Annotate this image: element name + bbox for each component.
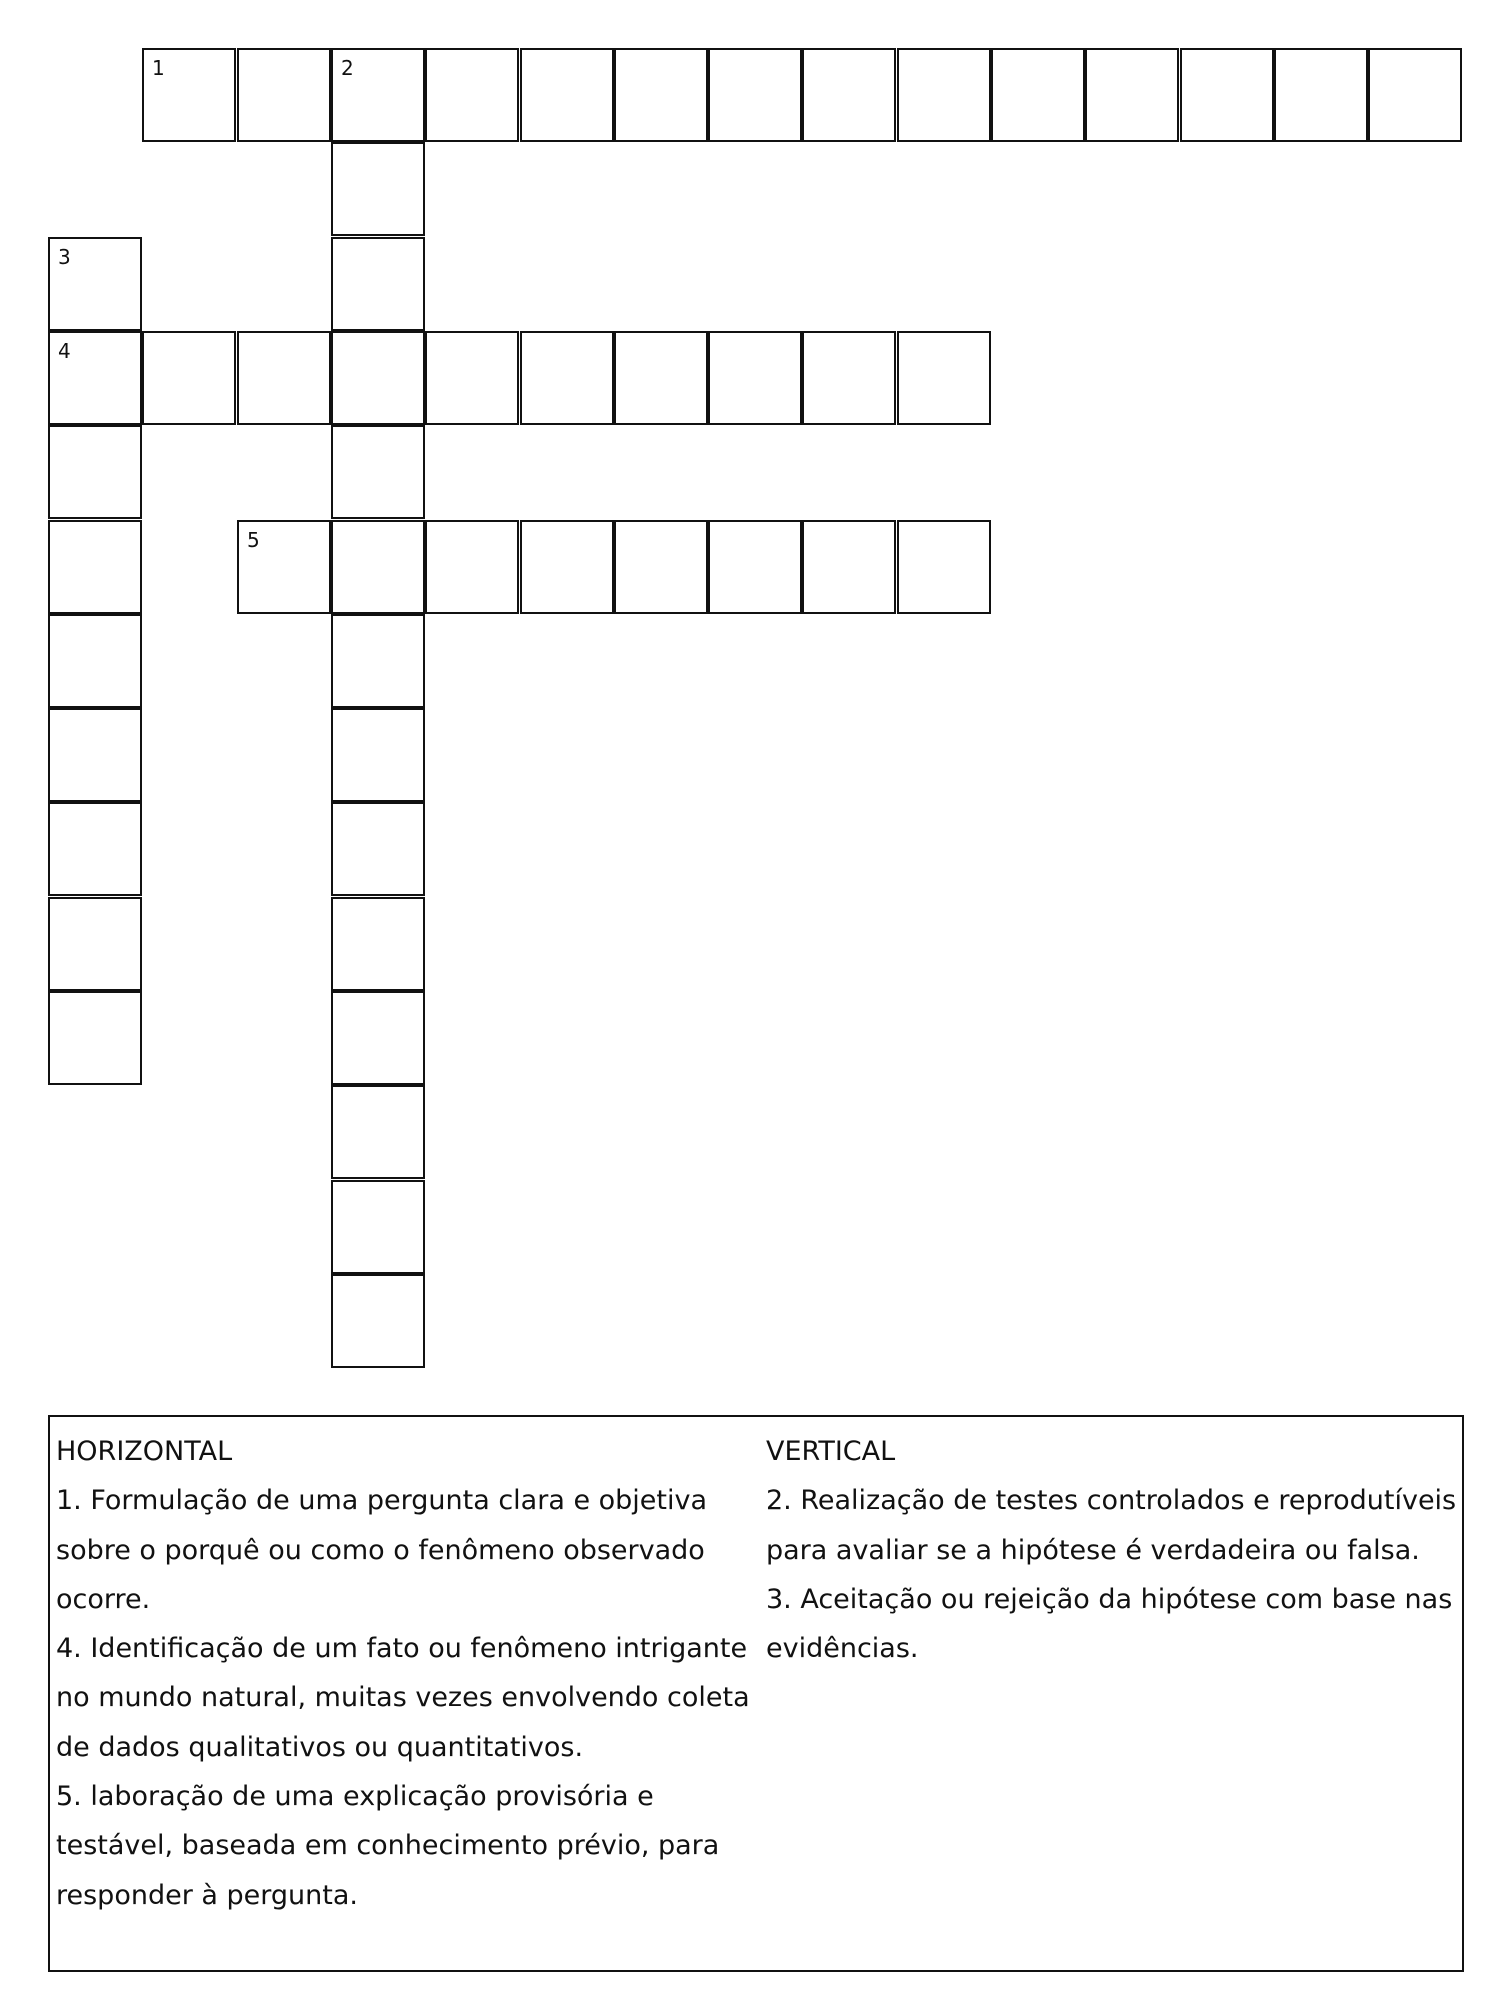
crossword-cell[interactable] (48, 802, 142, 896)
clue-number: 1 (152, 56, 165, 80)
crossword-cell[interactable] (48, 897, 142, 991)
crossword-cell[interactable] (331, 991, 425, 1085)
clue-number: 5 (247, 528, 260, 552)
crossword-cell[interactable] (425, 331, 519, 425)
crossword-cell[interactable] (331, 614, 425, 708)
crossword-cell[interactable] (614, 48, 708, 142)
clue-3-down: 3. Aceitação ou rejeição da hipótese com base nas evidências. (766, 1583, 1453, 1665)
crossword-cell[interactable] (331, 520, 425, 614)
clue-number: 3 (58, 245, 71, 269)
clue-1-across: 1. Formulação de uma pergunta clara e objetiva sobre o porquê ou como o fenômeno observado ocorre. (56, 1485, 708, 1615)
crossword-cell[interactable] (1274, 48, 1368, 142)
crossword-cell[interactable] (520, 48, 614, 142)
crossword-cell[interactable] (708, 520, 802, 614)
crossword-cell[interactable] (425, 520, 519, 614)
clue-4-across: 4. Identificação de um fato ou fenômeno intrigante no mundo natural, muitas vezes envolvendo coleta de dados qualitativos ou quantitativos. (56, 1633, 750, 1763)
crossword-cell[interactable] (1180, 48, 1274, 142)
crossword-cell[interactable] (331, 331, 425, 425)
crossword-cell[interactable] (1085, 48, 1179, 142)
crossword-cell[interactable] (48, 425, 142, 519)
crossword-cell[interactable] (331, 142, 425, 236)
crossword-cell[interactable] (1368, 48, 1462, 142)
crossword-cell[interactable] (48, 237, 142, 331)
crossword-cell[interactable] (237, 520, 331, 614)
clue-5-across: 5. laboração de uma explicação provisória e testável, baseada em conhecimento prévio, para responder à pergunta. (56, 1781, 720, 1911)
crossword-cell[interactable] (802, 331, 896, 425)
crossword-cell[interactable] (802, 520, 896, 614)
crossword-cell[interactable] (520, 331, 614, 425)
vertical-clues (766, 1427, 1460, 1673)
vertical-heading: VERTICAL (766, 1436, 896, 1467)
crossword-cell[interactable] (331, 802, 425, 896)
crossword-cell[interactable] (48, 991, 142, 1085)
crossword-cell[interactable] (520, 520, 614, 614)
crossword-cell[interactable] (425, 48, 519, 142)
crossword-cell[interactable] (897, 48, 991, 142)
crossword-cell[interactable] (991, 48, 1085, 142)
crossword-cell[interactable] (331, 237, 425, 331)
clue-number: 4 (58, 339, 71, 363)
crossword-cell[interactable] (48, 520, 142, 614)
crossword-cell[interactable] (897, 520, 991, 614)
crossword-cell[interactable] (142, 331, 236, 425)
crossword-cell[interactable] (708, 331, 802, 425)
crossword-cell[interactable] (897, 331, 991, 425)
crossword-cell[interactable] (331, 1085, 425, 1179)
crossword-cell[interactable] (48, 708, 142, 802)
crossword-cell[interactable] (614, 331, 708, 425)
crossword-cell[interactable] (331, 708, 425, 802)
crossword-cell[interactable] (237, 331, 331, 425)
crossword-cell[interactable] (331, 425, 425, 519)
crossword-cell[interactable] (237, 48, 331, 142)
crossword-cell[interactable] (48, 614, 142, 708)
crossword-cell[interactable] (331, 897, 425, 991)
clue-number: 2 (341, 56, 354, 80)
crossword-cell[interactable] (802, 48, 896, 142)
crossword-cell[interactable] (331, 1180, 425, 1274)
clues-box (48, 1415, 1464, 1972)
crossword-cell[interactable] (331, 48, 425, 142)
crossword-cell[interactable] (142, 48, 236, 142)
crossword-cell[interactable] (331, 1274, 425, 1368)
clue-2-down: 2. Realização de testes controlados e reprodutíveis para avaliar se a hipótese é verdadeira ou falsa. (766, 1485, 1457, 1566)
crossword-cell[interactable] (708, 48, 802, 142)
crossword-cell[interactable] (614, 520, 708, 614)
horizontal-heading: HORIZONTAL (56, 1436, 233, 1467)
horizontal-clues (56, 1427, 760, 1920)
crossword-cell[interactable] (48, 331, 142, 425)
